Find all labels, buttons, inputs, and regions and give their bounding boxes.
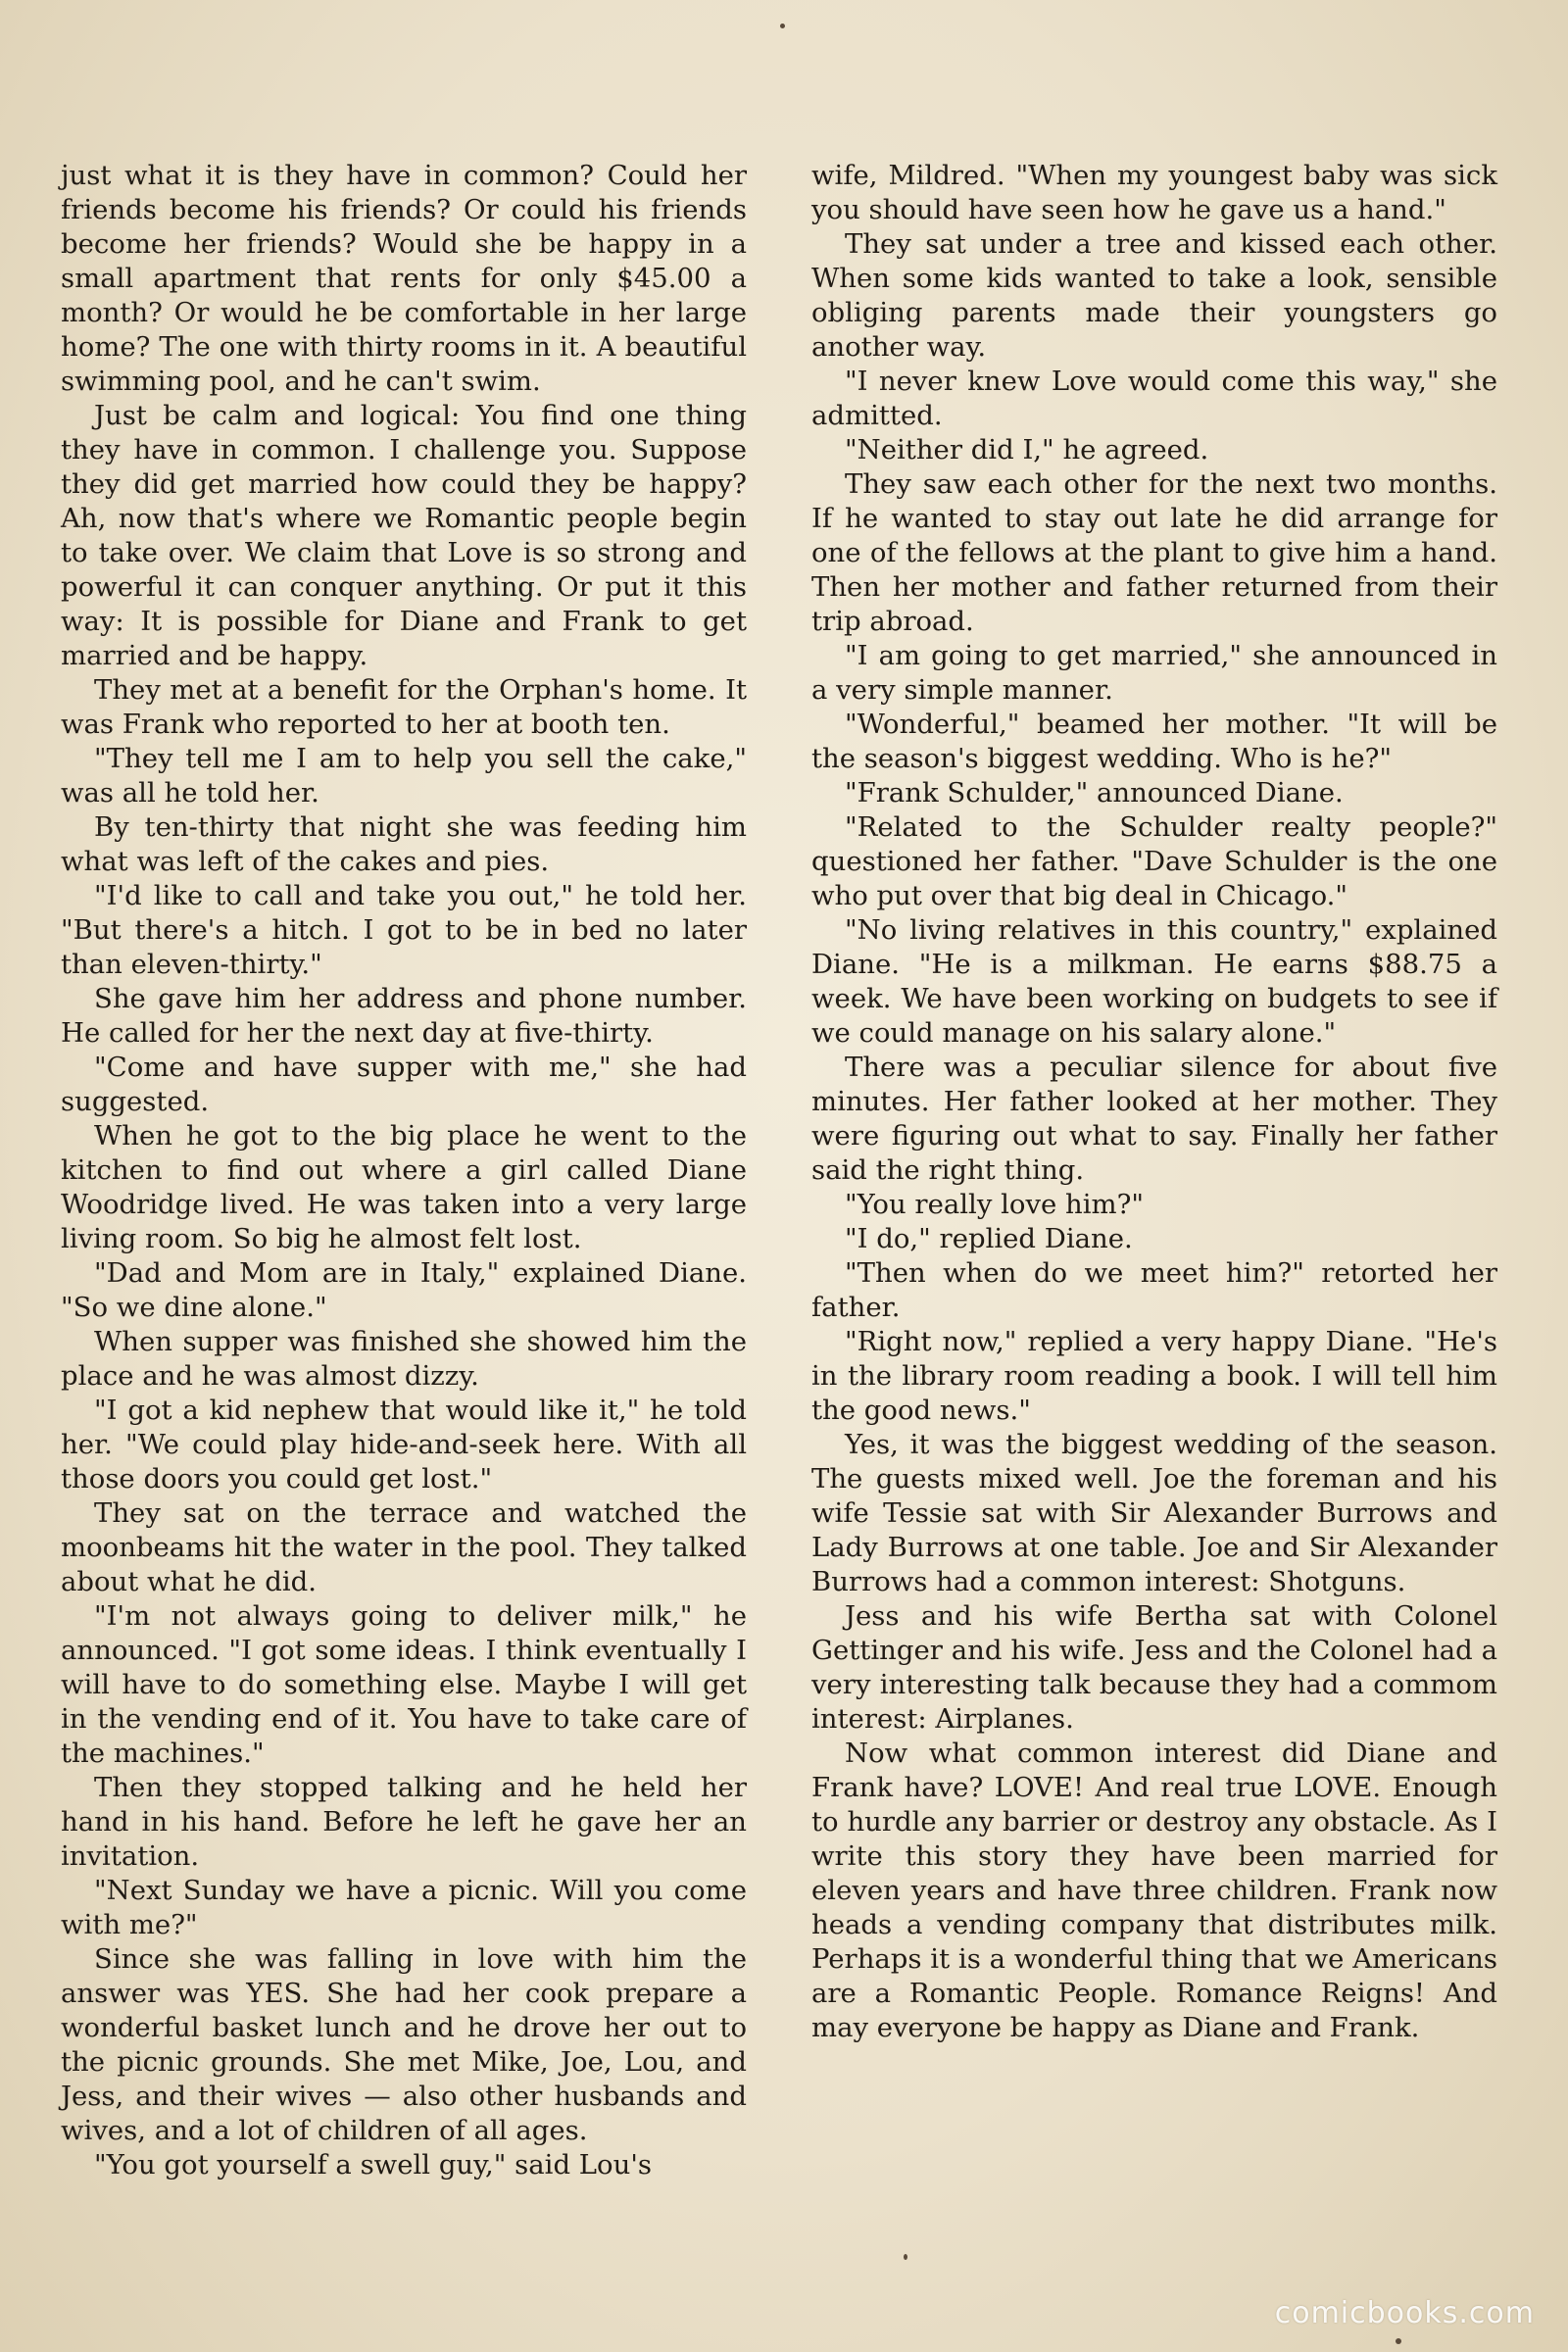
story-paragraph: "Come and have supper with me," she had suggested. — [61, 1052, 747, 1117]
story-paragraph: wife, Mildred. "When my youngest baby was sick you should have seen how he gave us a hand." — [811, 160, 1497, 225]
story-paragraph: When supper was finished she showed him the place and he was almost dizzy. — [61, 1326, 747, 1392]
story-paragraph: "Frank Schulder," announced Diane. — [845, 777, 1344, 808]
story-paragraph: "You really love him?" — [845, 1189, 1144, 1220]
story-paragraph: Yes, it was the biggest wedding of the season. The guests mixed well. Joe the foreman and his wife Tessie sat with Sir Alexander Burrows and Lady Burrows at one table. Joe and Sir Alexander Burrows had a common interest: Shotguns. — [811, 1429, 1497, 1597]
story-paragraph: "Then when do we meet him?" retorted her father. — [811, 1257, 1497, 1323]
story-paragraph: They met at a benefit for the Orphan's home. It was Frank who reported to her at booth ten. — [61, 674, 747, 740]
story-paragraph: "I'd like to call and take you out," he told her. "But there's a hitch. I got to be in bed no later than eleven-thirty." — [61, 880, 747, 980]
ink-speck — [1396, 2338, 1401, 2344]
story-paragraph: "No living relatives in this country," explained Diane. "He is a milkman. He earns $88.75 a week. We have been working on budgets to see if we could manage on his salary alone." — [811, 914, 1497, 1049]
left-text-column — [61, 159, 747, 2182]
story-paragraph: Now what common interest did Diane and Frank have? LOVE! And real true LOVE. Enough to hurdle any barrier or destroy any obstacle. As I write this story they have been married for eleven years and have three children. Frank now heads a vending company that distributes milk. Perhaps it is a wonderful thing that we Americans are a Romantic People. Romance Reigns! And may everyone be happy as Diane and Frank. — [811, 1738, 1497, 2043]
right-text-column — [811, 159, 1497, 2045]
story-paragraph: "I do," replied Diane. — [845, 1223, 1133, 1254]
story-paragraph: Then they stopped talking and he held her hand in his hand. Before he left he gave her an invitation. — [61, 1772, 747, 1872]
story-paragraph: "I am going to get married," she announced in a very simple manner. — [811, 640, 1497, 706]
story-paragraph: They sat on the terrace and watched the moonbeams hit the water in the pool. They talked about what he did. — [61, 1497, 747, 1597]
story-paragraph: They sat under a tree and kissed each other. When some kids wanted to take a look, sensible obliging parents made their youngsters go another way. — [811, 228, 1497, 363]
story-paragraph: Just be calm and logical: You find one thing they have in common. I challenge you. Suppose they did get married how could they be happy? Ah, now that's where we Romantic people begin to take over. We claim that Love is so strong and powerful it can conquer anything. Or put it this way: It is possible for Diane and Frank to get married and be happy. — [61, 400, 747, 671]
story-paragraph: They saw each other for the next two months. If he wanted to stay out late he did arrange for one of the fellows at the plant to give him a hand. Then her mother and father returned from their trip abroad. — [811, 468, 1497, 637]
story-paragraph: "I'm not always going to deliver milk," he announced. "I got some ideas. I think eventually I will have to do something else. Maybe I will get in the vending end of it. You have to take care of the machines." — [61, 1600, 747, 1769]
story-paragraph: "I got a kid nephew that would like it," he told her. "We could play hide-and-seek here. With all those doors you could get lost." — [61, 1395, 747, 1494]
story-paragraph: By ten-thirty that night she was feeding him what was left of the cakes and pies. — [61, 811, 747, 877]
story-paragraph: "Neither did I," he agreed. — [845, 434, 1209, 466]
story-paragraph: just what it is they have in common? Could her friends become his friends? Or could his friends become her friends? Would she be happy in a small apartment that rents for only $45.00 a month? Or would he be comfortable in her large home? The one with thirty rooms in it. A beautiful swimming pool, and he can't swim. — [61, 160, 747, 397]
story-paragraph: There was a peculiar silence for about five minutes. Her father looked at her mother. They were figuring out what to say. Finally her father said the right thing. — [811, 1052, 1497, 1186]
story-paragraph: "They tell me I am to help you sell the cake," was all he told her. — [61, 743, 747, 808]
story-paragraph: "Related to the Schulder realty people?" questioned her father. "Dave Schulder is the one who put over that big deal in Chicago." — [811, 811, 1497, 911]
story-paragraph: "You got yourself a swell guy," said Lou's — [94, 2149, 653, 2180]
story-paragraph: "I never knew Love would come this way," she admitted. — [811, 366, 1497, 431]
story-paragraph: "Next Sunday we have a picnic. Will you come with me?" — [61, 1875, 747, 1940]
story-paragraph: Jess and his wife Bertha sat with Colonel Gettinger and his wife. Jess and the Colonel had a very interesting talk because they had a commom interest: Airplanes. — [811, 1600, 1497, 1735]
story-paragraph: When he got to the big place he went to the kitchen to find out where a girl called Diane Woodridge lived. He was taken into a very large living room. So big he almost felt lost. — [61, 1120, 747, 1254]
story-paragraph: "Right now," replied a very happy Diane. "He's in the library room reading a book. I will tell him the good news." — [811, 1326, 1497, 1426]
story-paragraph: "Dad and Mom are in Italy," explained Diane. "So we dine alone." — [61, 1257, 747, 1323]
ink-speck — [780, 24, 785, 28]
site-watermark: comicbooks.com — [1274, 2296, 1535, 2330]
story-paragraph: "Wonderful," beamed her mother. "It will be the season's biggest wedding. Who is he?" — [811, 709, 1497, 774]
ink-speck — [904, 2254, 907, 2260]
story-paragraph: Since she was falling in love with him the answer was YES. She had her cook prepare a wonderful basket lunch and he drove her out to the picnic grounds. She met Mike, Joe, Lou, and Jess, and their wives — also other husbands and wives, and a lot of children of all ages. — [61, 1943, 747, 2146]
story-paragraph: She gave him her address and phone number. He called for her the next day at five-thirty. — [61, 983, 747, 1049]
